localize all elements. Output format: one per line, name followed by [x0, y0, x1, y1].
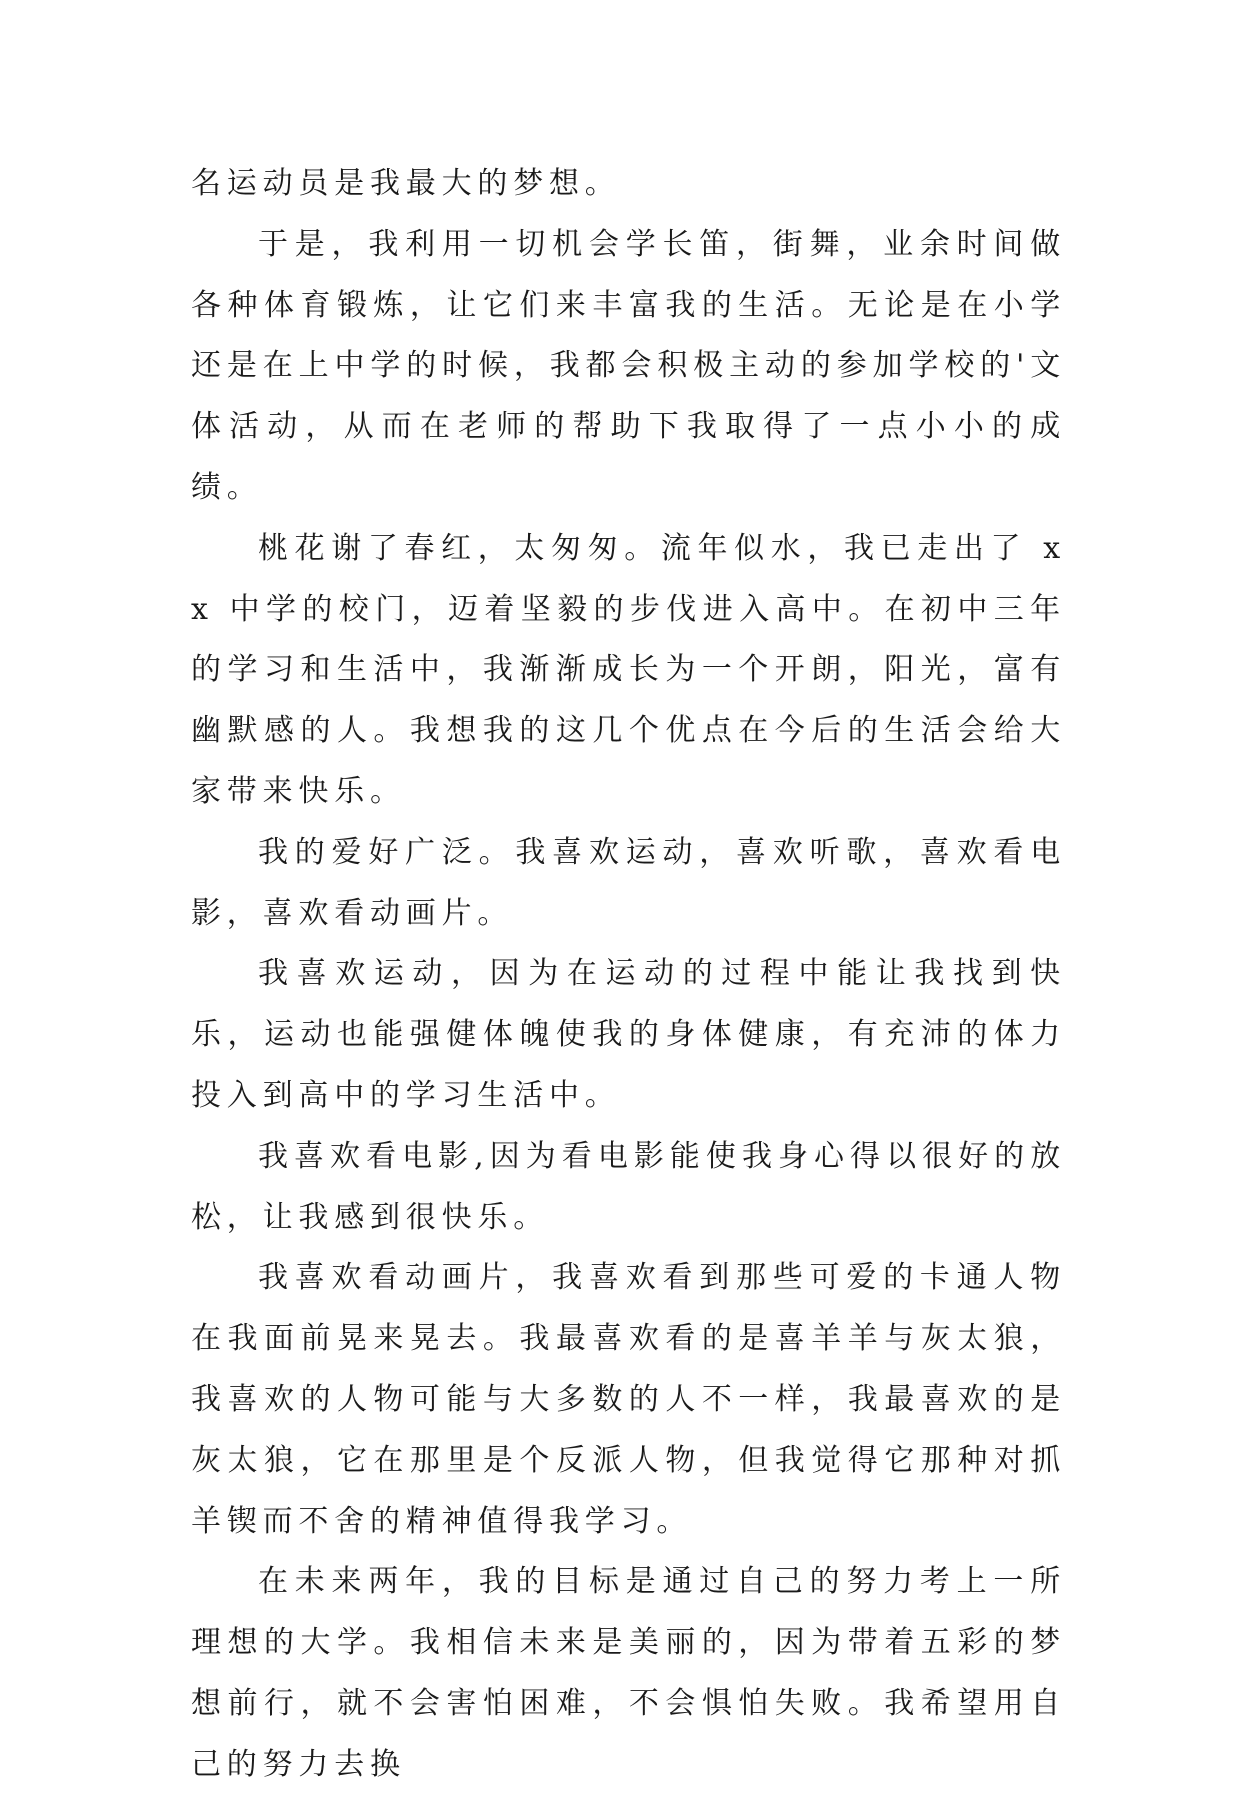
- paragraph-6: 我喜欢看电影,因为看电影能使我身心得以很好的放松，让我感到很快乐。: [191, 1138, 1066, 1235]
- paragraph-3: 桃花谢了春红，太匆匆。流年似水，我已走出了 xx 中学的校门，迈着坚毅的步伐进入高中。在初中三年的学习和生活中，我渐渐成长为一个开朗，阳光，富有幽默感的人。我想我的这几个优点在今后的生活会给大家带来快乐。: [191, 530, 1066, 809]
- document-body: [191, 154, 1066, 1796]
- paragraph-5: 我喜欢运动，因为在运动的过程中能让我找到快乐，运动也能强健体魄使我的身体健康，有充沛的体力投入到高中的学习生活中。: [191, 956, 1066, 1113]
- paragraph-4: 我的爱好广泛。我喜欢运动，喜欢听歌，喜欢看电影，喜欢看动画片。: [191, 834, 1066, 931]
- paragraph-1: 名运动员是我最大的梦想。: [191, 166, 621, 201]
- paragraph-2: 于是，我利用一切机会学长笛，街舞，业余时间做各种体育锻炼，让它们来丰富我的生活。无论是在小学还是在上中学的时候，我都会积极主动的参加学校的'文体活动，从而在老师的帮助下我取得了一点小小的成绩。: [191, 226, 1066, 505]
- paragraph-7: 我喜欢看动画片，我喜欢看到那些可爱的卡通人物在我面前晃来晃去。我最喜欢看的是喜羊羊与灰太狼，我喜欢的人物可能与大多数的人不一样，我最喜欢的是灰太狼，它在那里是个反派人物，但我觉得它那种对抓羊锲而不舍的精神值得我学习。: [191, 1260, 1066, 1539]
- paragraph-8: 在未来两年，我的目标是通过自己的努力考上一所理想的大学。我相信未来是美丽的，因为带着五彩的梦想前行，就不会害怕困难，不会惧怕失败。我希望用自己的努力去换: [191, 1564, 1066, 1782]
